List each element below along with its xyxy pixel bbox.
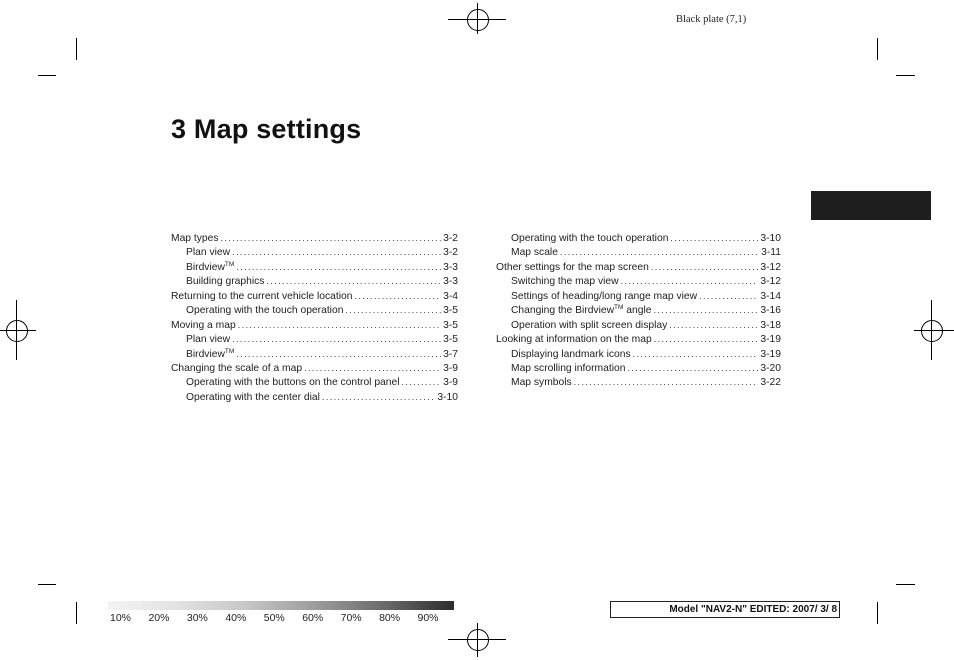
- toc-entry-label: [186, 376, 400, 390]
- toc-entry-label: [511, 290, 697, 304]
- toc-entry-text: Operating with the touch operation: [511, 233, 669, 244]
- toc-entry[interactable]: [171, 303, 458, 317]
- toc-entry-label: [186, 391, 320, 405]
- dot-leader: [232, 332, 441, 346]
- toc-entry[interactable]: [171, 347, 458, 361]
- dot-leader: [304, 361, 441, 375]
- crop-mark: [76, 38, 77, 60]
- gray-scale-label: 60%: [302, 612, 324, 624]
- dot-leader: [402, 375, 442, 389]
- registration-target-top: [467, 9, 489, 31]
- toc-page-number: 3-5: [443, 305, 458, 317]
- toc-page-number: 3-10: [437, 391, 458, 403]
- dot-leader: [627, 361, 758, 375]
- toc-entry-label: [186, 304, 343, 318]
- toc-entry-label: [171, 290, 352, 304]
- toc-entry-label: [186, 333, 230, 347]
- toc-entry-text: Building graphics: [186, 276, 265, 288]
- dot-leader: [236, 347, 441, 361]
- toc-entry[interactable]: [496, 361, 781, 375]
- toc-page-number: 3-7: [443, 348, 458, 360]
- dot-leader: [560, 245, 759, 259]
- toc-page-number: 3-19: [760, 348, 781, 360]
- toc-entry[interactable]: [171, 231, 458, 245]
- plate-label: Black plate (7,1): [676, 14, 747, 25]
- toc-entry-label: [186, 348, 234, 362]
- toc-entry-label: [511, 304, 651, 318]
- registration-target-left: [6, 320, 28, 342]
- toc-page-number: 3-5: [443, 319, 458, 331]
- toc-page-number: 3-4: [443, 290, 458, 302]
- gray-scale-label: 40%: [225, 612, 247, 624]
- toc-entry-text: Changing the scale of a map: [171, 362, 303, 374]
- dot-leader: [232, 245, 441, 259]
- toc-entry-text: Plan view: [186, 247, 231, 259]
- dot-leader: [653, 303, 758, 317]
- registration-target-right: [921, 320, 943, 342]
- section-tab: [811, 191, 931, 220]
- toc-page-number: 3-3: [443, 261, 458, 273]
- gray-scale-labels: [110, 612, 456, 624]
- toc-entry[interactable]: [171, 332, 458, 346]
- toc-entry-text: Returning to the current vehicle location: [171, 290, 353, 302]
- crop-mark: [76, 602, 77, 624]
- toc-right-column: [496, 231, 781, 390]
- toc-entry-text: Looking at information on the map: [496, 334, 652, 346]
- toc-entry-label: [496, 261, 649, 275]
- toc-entry[interactable]: [171, 289, 458, 303]
- registration-line: [477, 623, 478, 657]
- dot-leader: [345, 303, 441, 317]
- toc-entry[interactable]: [171, 318, 458, 332]
- registration-line: [914, 330, 954, 331]
- dot-leader: [654, 332, 759, 346]
- trademark-mark: TM: [224, 347, 235, 355]
- toc-entry-label: [511, 319, 667, 333]
- crop-mark: [896, 584, 915, 585]
- toc-page-number: 3-20: [760, 362, 781, 374]
- gray-scale-label: 30%: [186, 612, 208, 624]
- toc-entry-label: [186, 246, 230, 260]
- toc-entry-text: Birdview: [186, 261, 225, 273]
- toc-entry[interactable]: [171, 274, 458, 288]
- toc-entry[interactable]: [496, 289, 781, 303]
- toc-entry[interactable]: [171, 375, 458, 389]
- toc-entry-text: Map scrolling information: [511, 362, 626, 374]
- toc-left-column: [171, 231, 458, 404]
- toc-page-number: 3-14: [760, 290, 781, 302]
- toc-entry[interactable]: [496, 375, 781, 389]
- dot-leader: [621, 274, 759, 288]
- toc-entry-text: Map symbols: [511, 377, 572, 389]
- toc-entry[interactable]: [496, 303, 781, 317]
- toc-entry-text: Birdview: [186, 348, 225, 360]
- toc-entry[interactable]: [171, 260, 458, 274]
- toc-entry-text: Other settings for the map screen: [496, 261, 649, 273]
- toc-entry-label: [171, 319, 236, 333]
- toc-entry[interactable]: [496, 318, 781, 332]
- toc-entry[interactable]: [496, 347, 781, 361]
- toc-entry-text: Displaying landmark icons: [511, 348, 631, 360]
- dot-leader: [699, 289, 758, 303]
- trademark-mark: TM: [224, 260, 235, 268]
- dot-leader: [670, 231, 758, 245]
- toc-entry[interactable]: [171, 361, 458, 375]
- toc-page-number: 3-10: [760, 233, 781, 244]
- dot-leader: [266, 274, 441, 288]
- gray-scale-label: 20%: [148, 612, 170, 624]
- toc-page-number: 3-5: [443, 334, 458, 346]
- dot-leader: [322, 390, 435, 404]
- registration-target-bottom: [467, 629, 489, 651]
- toc-entry[interactable]: [171, 245, 458, 259]
- gray-scale-label: 70%: [340, 612, 362, 624]
- dot-leader: [633, 347, 759, 361]
- model-edit-box: Model "NAV2-N" EDITED: 2007/ 3/ 8: [610, 601, 840, 618]
- registration-line: [16, 300, 17, 360]
- toc-page-number: 3-9: [443, 377, 458, 389]
- toc-entry-text: Moving a map: [171, 319, 236, 331]
- dot-leader: [574, 375, 759, 389]
- toc-entry-suffix: angle: [623, 305, 652, 317]
- registration-line: [931, 300, 932, 360]
- toc-entry-label: [511, 232, 668, 246]
- dot-leader: [354, 289, 441, 303]
- toc-page-number: 3-16: [760, 305, 781, 317]
- toc-entry-text: Operating with the center dial: [186, 391, 320, 403]
- toc-page-number: 3-12: [760, 276, 781, 288]
- toc-entry-label: [186, 261, 234, 275]
- toc-entry-text: Operating with the touch operation: [186, 305, 344, 317]
- crop-mark: [38, 584, 56, 585]
- toc-entry[interactable]: [496, 260, 781, 274]
- toc-entry-text: Changing the Birdview: [511, 305, 615, 317]
- toc-page-number: 3-2: [443, 233, 458, 244]
- trademark-mark: TM: [614, 304, 624, 312]
- gray-scale-ramp: [108, 601, 454, 610]
- toc-page-number: 3-22: [760, 377, 781, 389]
- toc-entry[interactable]: [171, 390, 458, 404]
- toc-entry-label: [171, 232, 219, 246]
- dot-leader: [669, 318, 758, 332]
- crop-mark: [896, 75, 915, 76]
- toc-entry-label: [186, 275, 264, 289]
- toc-entry[interactable]: [496, 332, 781, 346]
- toc-page-number: 3-19: [760, 334, 781, 346]
- toc-entry-label: [496, 333, 652, 347]
- crop-mark: [877, 602, 878, 624]
- dot-leader: [236, 260, 441, 274]
- toc-page-number: 3-11: [761, 247, 781, 259]
- dot-leader: [238, 318, 441, 332]
- toc-entry[interactable]: [496, 274, 781, 288]
- toc-page-number: 3-18: [760, 319, 781, 331]
- toc-entry-label: [511, 376, 572, 390]
- dot-leader: [221, 231, 442, 245]
- toc-entry-label: [511, 362, 625, 376]
- toc-entry-text: Operation with split screen display: [511, 319, 668, 331]
- toc-entry[interactable]: [496, 245, 781, 259]
- dot-leader: [651, 260, 759, 274]
- toc-entry-label: [511, 275, 619, 289]
- gray-scale-label: 90%: [417, 612, 439, 624]
- toc-entry[interactable]: [496, 231, 781, 245]
- toc-page-number: 3-3: [443, 276, 458, 288]
- toc-page-number: 3-9: [443, 362, 458, 374]
- gray-scale-label: 80%: [379, 612, 401, 624]
- toc-entry-text: Plan view: [186, 334, 231, 346]
- gray-scale-label: 50%: [263, 612, 285, 624]
- toc-entry-label: [511, 348, 631, 362]
- crop-mark: [38, 75, 56, 76]
- toc-entry-label: [171, 362, 302, 376]
- gray-scale-label: 10%: [110, 612, 132, 624]
- registration-line: [477, 3, 478, 34]
- toc-page-number: 3-2: [443, 247, 458, 259]
- toc-entry-text: Map scale: [511, 247, 558, 259]
- page-title: 3 Map settings: [171, 114, 362, 144]
- toc-entry-label: [511, 246, 558, 260]
- toc-entry-text: Settings of heading/long range map view: [511, 290, 698, 302]
- toc-page-number: 3-12: [760, 261, 781, 273]
- toc-entry-text: Switching the map view: [511, 276, 619, 288]
- toc-entry-text: Operating with the buttons on the control panel: [186, 377, 400, 389]
- crop-mark: [877, 38, 878, 60]
- registration-line: [0, 330, 36, 331]
- toc-entry-text: Map types: [171, 233, 219, 244]
